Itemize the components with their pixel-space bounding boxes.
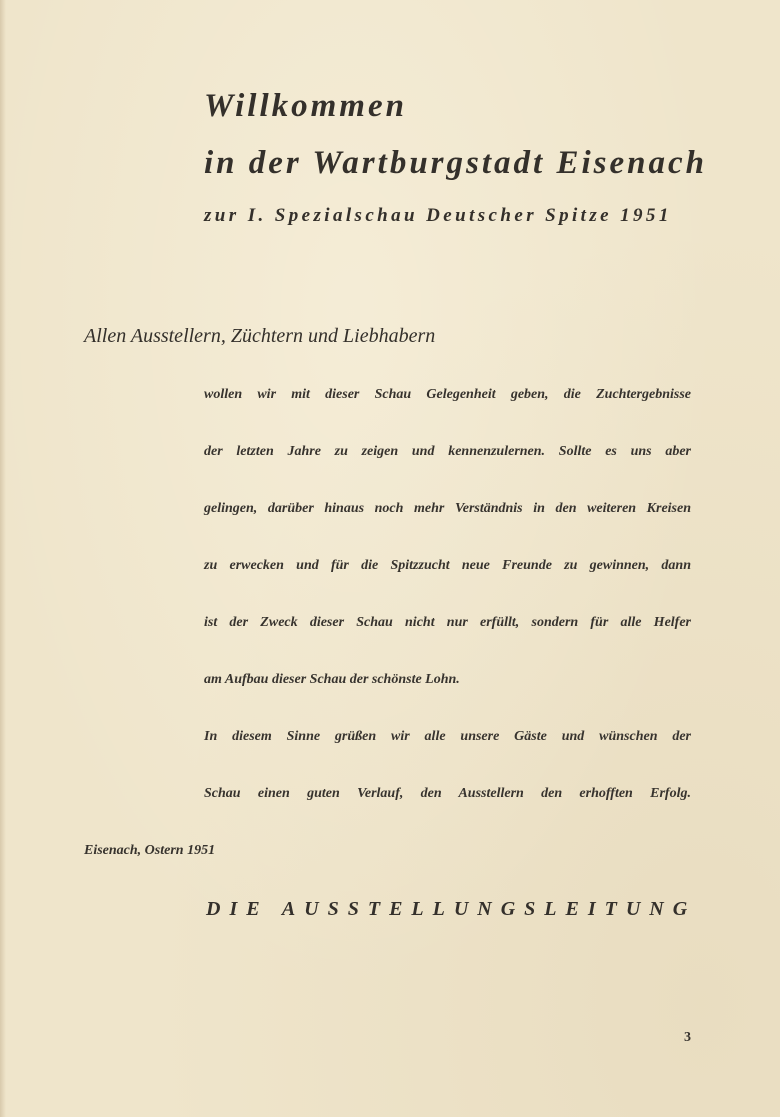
body-text-line: zu erwecken und für die Spitzzucht neue Freunde zu gewinnen, dann [204, 558, 691, 573]
heading-city: in der Wartburgstadt Eisenach [204, 145, 707, 181]
place-date: Eisenach, Ostern 1951 [84, 843, 216, 858]
body-text-line: Schau einen guten Verlauf, den Ausstellern den erhofften Erfolg. [204, 786, 691, 801]
heading-welcome: Willkommen [204, 88, 407, 124]
signature-organizers: DIE AUSSTELLUNGSLEITUNG [206, 898, 697, 920]
heading-show: zur I. Spezialschau Deutscher Spitze 1951 [204, 205, 672, 226]
greeting-line: Allen Ausstellern, Züchtern und Liebhabern [84, 325, 436, 347]
body-text-line: ist der Zweck dieser Schau nicht nur erfüllt, sondern für alle Helfer [204, 615, 691, 630]
body-text-line: wollen wir mit dieser Schau Gelegenheit geben, die Zuchtergebnisse [204, 387, 691, 402]
body-text-line: am Aufbau dieser Schau der schönste Lohn. [204, 672, 460, 687]
body-text-line: gelingen, darüber hinaus noch mehr Verständnis in den weiteren Kreisen [204, 501, 691, 516]
page-edge-shadow [0, 0, 6, 1117]
page-number: 3 [684, 1030, 691, 1045]
body-text-line: In diesem Sinne grüßen wir alle unsere Gäste und wünschen der [204, 729, 691, 744]
body-text-line: der letzten Jahre zu zeigen und kennenzulernen. Sollte es uns aber [204, 444, 691, 459]
